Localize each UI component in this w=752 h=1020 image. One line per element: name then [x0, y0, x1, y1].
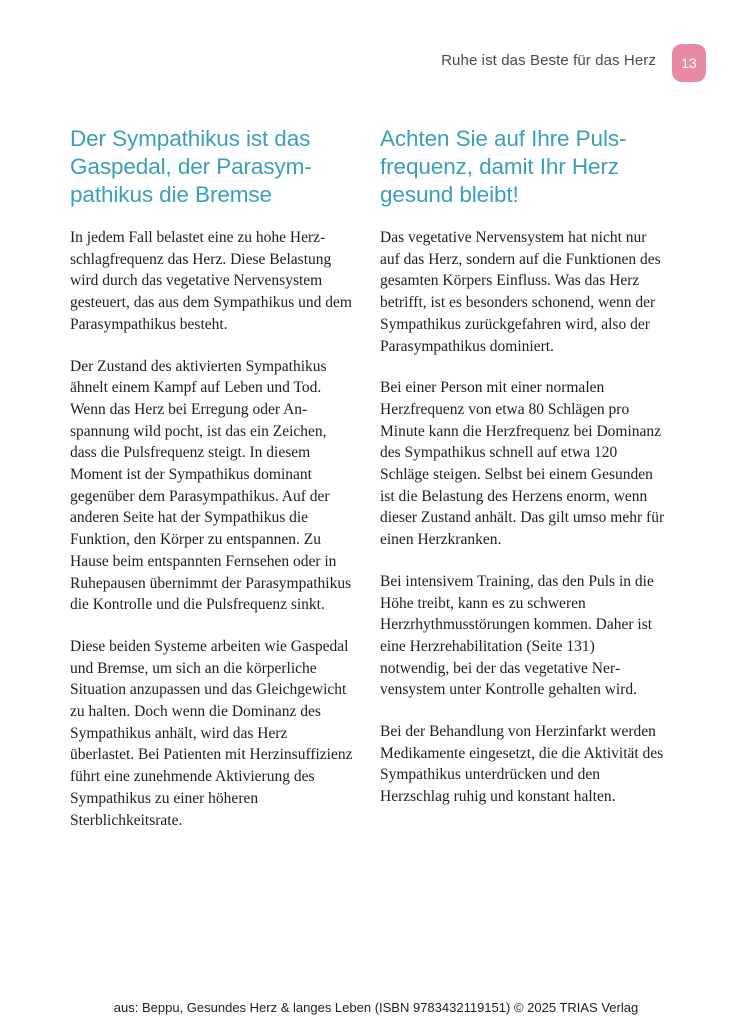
- left-column: [70, 125, 355, 851]
- right-paragraph-3: Bei intensivem Training, das den Puls in die Höhe treibt, kann es zu schweren Herzrhythmusstörungen kommen. Daher ist eine Herzrehabilitation (Seite 131) notwendig, bei der das vegetative Nervensystem unter Kontrolle gehalten wird.: [380, 572, 654, 699]
- source-footer: aus: Beppu, Gesundes Herz & langes Leben (ISBN 9783432119151) © 2025 TRIAS Verlag: [113, 1000, 639, 1015]
- right-paragraph-1: Das vegetative Nervensystem hat nicht nur auf das Herz, sondern auf die Funktionen des gesamten Körpers Einfluss. Was das Herz betrifft, ist es besonders schonend, wenn der Sympathikus zurückgefahren wird, also der Parasympathikus dominiert.: [380, 229, 661, 355]
- left-paragraph-3: Diese beiden Systeme arbeiten wie Gaspedal und Bremse, um sich an die körperliche Situation anzupassen und das Gleichgewicht zu halten. Doch wenn die Dominanz des Sympathikus anhält, wird das Herz überlastet. Bei Patienten mit Herzinsuffizienz führt eine zunehmende Aktivierung des Sympathikus zu einer höheren Sterblichkeitsrate.: [70, 637, 353, 829]
- right-paragraph-2: Bei einer Person mit einer normalen Herzfrequenz von etwa 80 Schlägen pro Minute kann die Herzfrequenz bei Dominanz des Sympathikus schnell auf etwa 120 Schläge steigen. Selbst bei einem Gesunden ist die Belastung des Herzens enorm, wenn dieser Zustand anhält. Das gilt umso mehr für einen Herzkranken.: [380, 379, 665, 549]
- right-column: [380, 125, 665, 828]
- left-heading: Der Sympathikus ist das Gaspedal, der Parasympathikus die Bremse: [70, 126, 312, 207]
- running-title: Ruhe ist das Beste für das Herz: [441, 52, 656, 69]
- left-paragraph-2: Der Zustand des aktivierten Sympathikus ähnelt einem Kampf auf Leben und Tod. Wenn das Herz bei Erregung oder Anspannung wild pocht, ist das ein Zeichen, dass die Pulsfrequenz steigt. In diesem Moment ist der Sympathikus dominant gegenüber dem Parasympathikus. Auf der anderen Seite hat der Sympathikus die Funktion, den Körper zu entspannen. Zu Hause beim entspannten Fernsehen oder in Ruhepausen übernimmt der Parasympathikus die Kontrolle und die Pulsfrequenz sinkt.: [70, 357, 352, 614]
- right-paragraph-4: Bei der Behandlung von Herzinfarkt werden Medikamente eingesetzt, die die Aktivität des Sympathikus unterdrücken und den Herzschlag ruhig und konstant halten.: [380, 723, 664, 806]
- right-heading: Achten Sie auf Ihre Pulsfrequenz, damit Ihr Herz gesund bleibt!: [380, 126, 627, 207]
- left-paragraph-1: In jedem Fall belastet eine zu hohe Herzschlagfrequenz das Herz. Diese Belastung wird durch das vegetative Nervensystem gesteuert, das aus dem Sympathikus und dem Parasympathikus besteht.: [70, 229, 352, 333]
- page-number-badge: 13: [672, 44, 706, 82]
